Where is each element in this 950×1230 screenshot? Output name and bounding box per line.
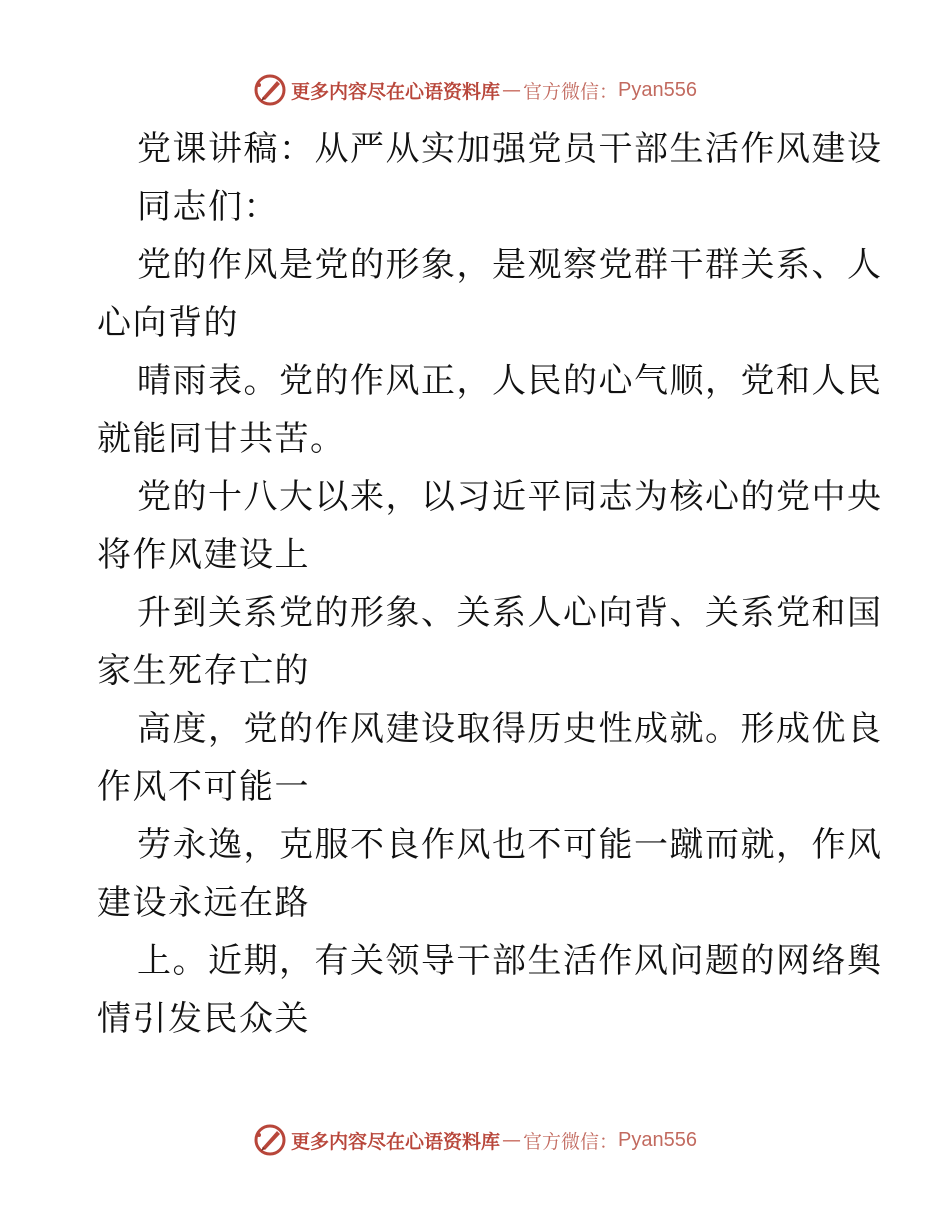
paragraph-line: 劳永逸，克服不良作风也不可能一蹴而就，作风: [137, 825, 883, 865]
paragraph-line: 高度，党的作风建设取得历史性成就。形成优良: [137, 709, 883, 749]
paragraph-line: 情引发民众关: [97, 999, 310, 1039]
footer-watermark: [0, 1120, 950, 1160]
watermark-main-text: 更多内容尽在心语资料库: [291, 80, 501, 103]
watermark-separator: —: [502, 1129, 522, 1151]
paragraph-line: 上。近期，有关领导干部生活作风问题的网络舆: [137, 941, 883, 981]
watermark-wechat-label: 官方微信：: [523, 1130, 619, 1153]
watermark-wechat-id: Pyan556: [618, 78, 697, 101]
paragraph-line: 将作风建设上: [97, 535, 310, 575]
quill-pen-logo-icon: [253, 73, 287, 107]
paragraph-line: 建设永远在路: [97, 883, 310, 923]
paragraph-line: 晴雨表。党的作风正，人民的心气顺，党和人民: [137, 361, 883, 401]
watermark-wechat-label: 官方微信：: [523, 80, 619, 103]
paragraph-line: 家生死存亡的: [97, 651, 310, 691]
watermark-separator: —: [502, 79, 522, 101]
watermark-main-text: 更多内容尽在心语资料库: [291, 1130, 501, 1153]
document-title: 党课讲稿：从严从实加强党员干部生活作风建设: [137, 129, 883, 169]
paragraph-line: 作风不可能一: [97, 767, 310, 807]
document-body: [97, 120, 883, 1048]
header-watermark: [0, 70, 950, 110]
salutation: 同志们：: [137, 187, 279, 227]
paragraph-line: 党的作风是党的形象，是观察党群干群关系、人: [137, 245, 883, 285]
watermark-wechat-id: Pyan556: [618, 1128, 697, 1151]
paragraph-line: 就能同甘共苦。: [97, 419, 346, 459]
paragraph-line: 心向背的: [97, 303, 239, 343]
paragraph-line: 升到关系党的形象、关系人心向背、关系党和国: [137, 593, 883, 633]
quill-pen-logo-icon: [253, 1123, 287, 1157]
paragraph-line: 党的十八大以来，以习近平同志为核心的党中央: [137, 477, 883, 517]
